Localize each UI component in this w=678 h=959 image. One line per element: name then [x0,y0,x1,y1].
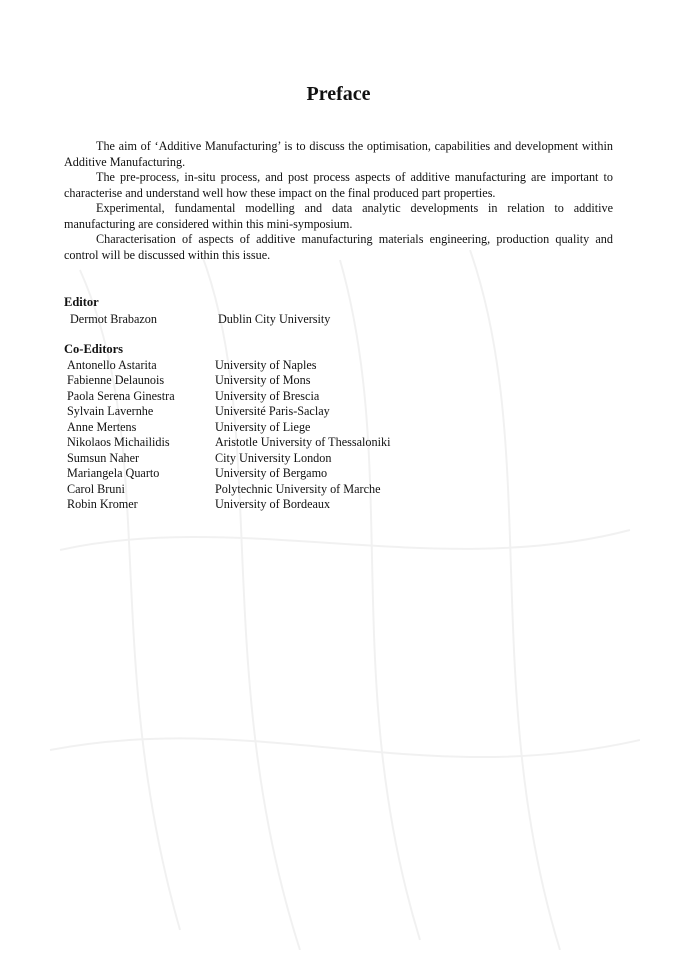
coeditor-row [64,404,613,420]
coeditor-affiliation: Aristotle University of Thessaloniki [215,435,391,449]
page-title: Preface [306,83,371,105]
coeditors-heading: Co-Editors [64,342,124,356]
coeditor-affiliation: City University London [215,450,332,465]
coeditor-name: Carol Bruni [67,481,125,496]
coeditor-name: Sumsun Naher [67,450,140,465]
editor-affiliation: Dublin City University [218,311,331,326]
coeditor-affiliation: University of Brescia [215,388,320,403]
coeditor-name: Anne Mertens [67,419,137,434]
coeditor-affiliation: University of Bordeaux [215,497,331,511]
coeditor-affiliation: University of Liege [215,419,311,434]
coeditor-affiliation: University of Naples [215,357,317,372]
coeditor-row [64,451,613,467]
document-page [64,0,613,513]
paragraph: Experimental, fundamental modelling and data analytic developments in relation to additive manufacturing are considered within this mini-symposium. [64,201,613,231]
coeditor-affiliation: Université Paris-Saclay [215,404,330,418]
coeditor-name: Mariangela Quarto [67,466,160,480]
coeditor-affiliation: Polytechnic University of Marche [215,481,381,496]
coeditor-name: Antonello Astarita [67,357,157,372]
coeditor-name: Sylvain Lavernhe [67,404,154,418]
coeditor-row [64,497,613,513]
coeditor-row [64,435,613,451]
coeditor-row [64,420,613,436]
paragraph: The aim of ‘Additive Manufacturing’ is to discuss the optimisation, capabilities and development within Additive Manufacturing. [64,139,613,169]
coeditor-name: Paola Serena Ginestra [67,388,175,403]
editor-row [64,312,613,328]
coeditor-row [64,482,613,498]
coeditor-name: Fabienne Delaunois [67,373,165,387]
paragraph: Characterisation of aspects of additive manufacturing materials engineering, production quality and control will be discussed within this issue. [64,232,613,262]
coeditor-affiliation: University of Bergamo [215,466,328,480]
coeditor-row [64,358,613,374]
coeditor-affiliation: University of Mons [215,373,311,387]
coeditors-section [64,342,613,513]
editor-section [64,295,613,327]
paragraph: The pre-process, in-situ process, and post process aspects of additive manufacturing are important to characterise and understand well how these impact on the final produced part properties. [64,170,613,200]
coeditor-row [64,373,613,389]
editor-name: Dermot Brabazon [70,311,157,326]
preface-body [64,139,613,263]
coeditor-row [64,466,613,482]
editor-heading: Editor [64,295,99,309]
coeditor-row [64,389,613,405]
coeditor-name: Nikolaos Michailidis [67,435,170,449]
coeditor-name: Robin Kromer [67,497,138,511]
